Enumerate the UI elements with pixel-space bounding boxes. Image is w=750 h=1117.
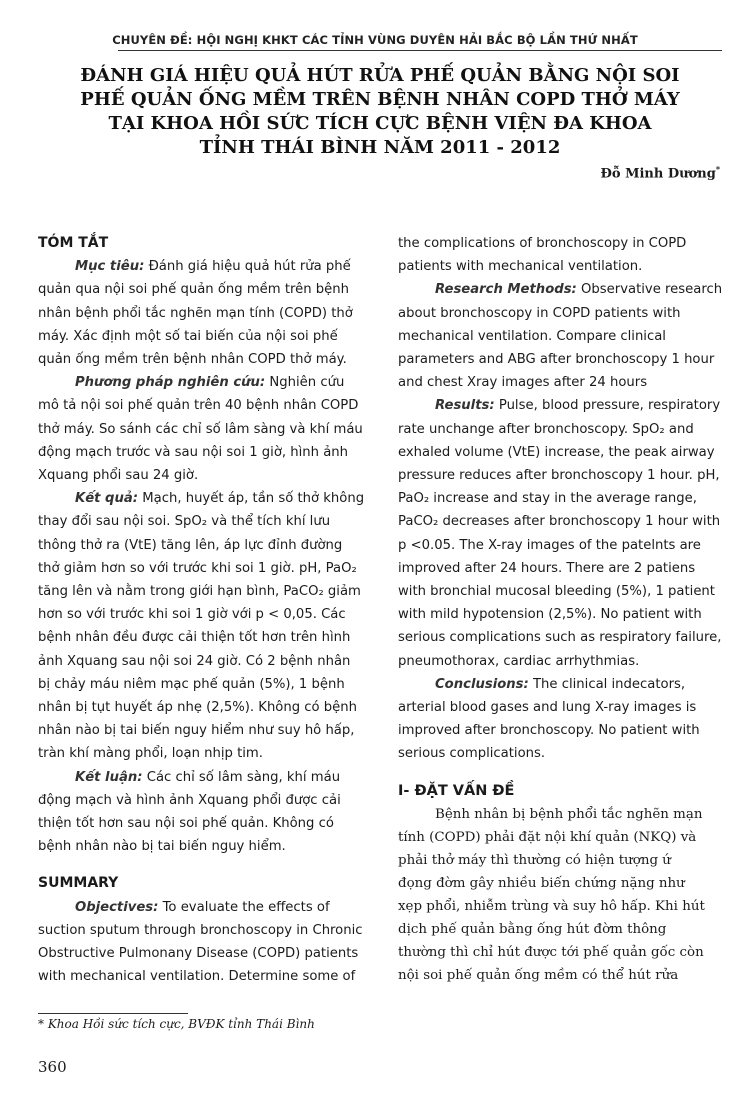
text-line: bệnh nhân nào bị tai biến nguy hiểm. (38, 839, 286, 855)
text-line: with mild hypotension (2,5%). No patient with (398, 607, 702, 623)
text-line: Bệnh nhân bị bệnh phổi tắc nghẽn mạn (435, 806, 703, 822)
conclusion-label: Kết luận: (75, 769, 143, 785)
text-line: PaCO₂ decreases after bronchoscopy 1 hour with (398, 514, 721, 530)
author-footnote-mark: * (715, 164, 720, 174)
text-line: To evaluate the effects of (162, 899, 330, 915)
author-name: Đỗ Minh Dương (600, 166, 716, 182)
text-line: Obstructive Pulmonany Disease (COPD) patients (38, 946, 359, 962)
objective-label: Mục tiêu: (75, 259, 145, 275)
text-line: tràn khí màng phổi, loạn nhịp tim. (38, 746, 263, 762)
text-line: exhaled volume (VtE) increase, the peak airway (398, 444, 715, 460)
text-line: hơn so với trước khi soi 1 giờ với p < 0,05. Các (38, 607, 346, 623)
title-line: ĐÁNH GIÁ HIỆU QUẢ HÚT RỬA PHẾ QUẢN BẰNG NỘI SOI (80, 65, 680, 86)
text-line: with mechanical ventilation. Determine some of (38, 969, 356, 985)
text-line: rate unchange after bronchoscopy. SpO₂ and (398, 421, 694, 437)
text-line: improved after bronchoscopy. No patient with (398, 723, 700, 739)
text-line: suction sputum through bronchoscopy in Chronic (38, 922, 363, 938)
text-line: động mạch trước và sau nội soi 1 giờ, hình ảnh (38, 444, 349, 460)
text-line: quản ống mềm trên bệnh nhân COPD thở máy. (38, 352, 347, 368)
abstract-conclusion (38, 766, 384, 859)
text-line: đọng đờm gây nhiều biến chứng nặng như (398, 875, 685, 891)
text-line: p <0.05. The X-ray images of the patelnts are (398, 537, 701, 553)
text-line: nội soi phế quản ống mềm có thể hút rửa (398, 967, 679, 983)
text-line: quản qua nội soi phế quản ống mềm trên bệnh (38, 282, 349, 298)
text-line: patients with mechanical ventilation. (398, 259, 643, 275)
text-line: pressure reduces after bronchoscopy 1 hour. pH, (398, 468, 720, 484)
text-line: mô tả nội soi phế quản trên 40 bệnh nhân COPD (38, 398, 359, 414)
text-line: bệnh nhân đều được cải thiện tốt hơn trên hình (38, 630, 351, 646)
summary-objectives (38, 896, 384, 989)
conclusions-label: Conclusions: (435, 676, 529, 692)
text-line: ảnh Xquang sau nội soi 24 giờ. Có 2 bệnh nhân (38, 653, 351, 669)
footnote-rule (38, 1013, 188, 1014)
text-line: động mạch và hình ảnh Xquang phổi được cải (38, 792, 341, 808)
text-line: arterial blood gases and lung X-ray images is (398, 700, 697, 716)
title-line: PHẾ QUẢN ỐNG MỀM TRÊN BỆNH NHÂN COPD THỞ MÁY (80, 89, 680, 110)
right-column (398, 232, 724, 987)
text-line: nhân bệnh phổi tắc nghẽn mạn tính (COPD) thở (38, 305, 353, 321)
introduction-text (398, 803, 724, 987)
text-line: Đánh giá hiệu quả hút rửa phế (148, 259, 351, 275)
text-line: thay đổi sau nội soi. SpO₂ và thể tích khí lưu (38, 514, 331, 530)
text-line: Mạch, huyết áp, tần số thở không (142, 491, 365, 507)
text-line: parameters and ABG after bronchoscopy 1 hour (398, 352, 715, 368)
abstract-methods (38, 371, 384, 487)
text-line: about bronchoscopy in COPD patients with (398, 305, 681, 321)
abstract-results (38, 487, 384, 765)
article-title (60, 64, 700, 160)
section-heading: I- ĐẶT VẤN ĐỀ (398, 782, 515, 799)
author (601, 164, 720, 181)
title-line: TẠI KHOA HỒI SỨC TÍCH CỰC BỆNH VIỆN ĐA KHOA (108, 113, 652, 134)
footnote: * Khoa Hồi sức tích cực, BVĐK tỉnh Thái Bình (38, 1017, 315, 1031)
objectives-label: Objectives: (75, 899, 159, 915)
header-rule (118, 50, 722, 51)
text-line: Pulse, blood pressure, respiratory (498, 398, 721, 414)
text-line: with bronchial mucosal bleeding (5%), 1 patient (398, 584, 715, 600)
text-line: Observative research (581, 282, 723, 298)
results-en-label: Results: (435, 398, 495, 414)
methods-label: Phương pháp nghiên cứu: (75, 375, 266, 391)
page-number: 360 (38, 1058, 67, 1076)
summary-conclusions (398, 673, 724, 766)
text-line: bị chảy máu niêm mạc phế quản (5%), 1 bệnh (38, 676, 345, 692)
text-line: improved after 24 hours. There are 2 patiens (398, 560, 696, 576)
summary-methods (398, 278, 724, 394)
text-line: thông thở ra (VtE) tăng lên, áp lực đỉnh đường (38, 537, 343, 553)
text-line: pneumothorax, cardiac arrhythmias. (398, 653, 640, 669)
running-header: CHUYÊN ĐỀ: HỘI NGHỊ KHKT CÁC TỈNH VÙNG DUYÊN HẢI BẮC BỘ LẦN THỨ NHẤT (112, 33, 638, 47)
text-line: thiện tốt hơn sau nội soi phế quản. Không có (38, 816, 334, 832)
text-line: Nghiên cứu (269, 375, 345, 391)
text-line: thở giảm hơn so với trước khi soi 1 giờ. pH, PaO₂ (38, 560, 357, 576)
text-line: The clinical indecators, (533, 676, 686, 692)
summary-results (398, 394, 724, 672)
text-line: serious complications such as respiratory failure, (398, 630, 722, 646)
text-line: mechanical ventilation. Compare clinical (398, 328, 666, 344)
text-line: serious complications. (398, 746, 546, 762)
text-line: máy. Xác định một số tai biến của nội soi phế (38, 328, 338, 344)
text-line: thường thì chỉ hút được tới phế quản gốc còn (398, 944, 704, 960)
text-line: the complications of bronchoscopy in COPD (398, 236, 687, 251)
title-line: TỈNH THÁI BÌNH NĂM 2011 - 2012 (199, 137, 561, 158)
abstract-heading: TÓM TẮT (38, 235, 109, 251)
left-column (38, 232, 384, 989)
research-methods-label: Research Methods: (435, 282, 577, 298)
text-line: tăng lên và nằm trong giới hạn bình, PaCO₂ giảm (38, 584, 361, 600)
text-line: phải thở máy thì thường có hiện tượng ứ (398, 852, 671, 868)
text-line: thở máy. So sánh các chỉ số lâm sàng và khí máu (38, 421, 363, 437)
text-line: and chest Xray images after 24 hours (398, 375, 648, 391)
results-label: Kết quả: (75, 491, 139, 507)
text-line: PaO₂ increase and stay in the average range, (398, 491, 697, 507)
text-line: Các chỉ số lâm sàng, khí máu (146, 769, 341, 785)
text-line: nhân bị tụt huyết áp nhẹ (2,5%). Không có bệnh (38, 700, 358, 716)
text-line: xẹp phổi, nhiễm trùng và suy hô hấp. Khi hút (398, 898, 705, 914)
text-line: Xquang phổi sau 24 giờ. (38, 468, 199, 484)
text-line: tính (COPD) phải đặt nội khí quản (NKQ) và (398, 829, 697, 845)
abstract-objective (38, 255, 384, 371)
text-line: nhân nào bị tai biến nguy hiểm như suy hô hấp, (38, 723, 355, 739)
summary-heading: SUMMARY (38, 875, 119, 892)
text-line: dịch phế quản bằng ống hút đờm thông (398, 921, 667, 937)
